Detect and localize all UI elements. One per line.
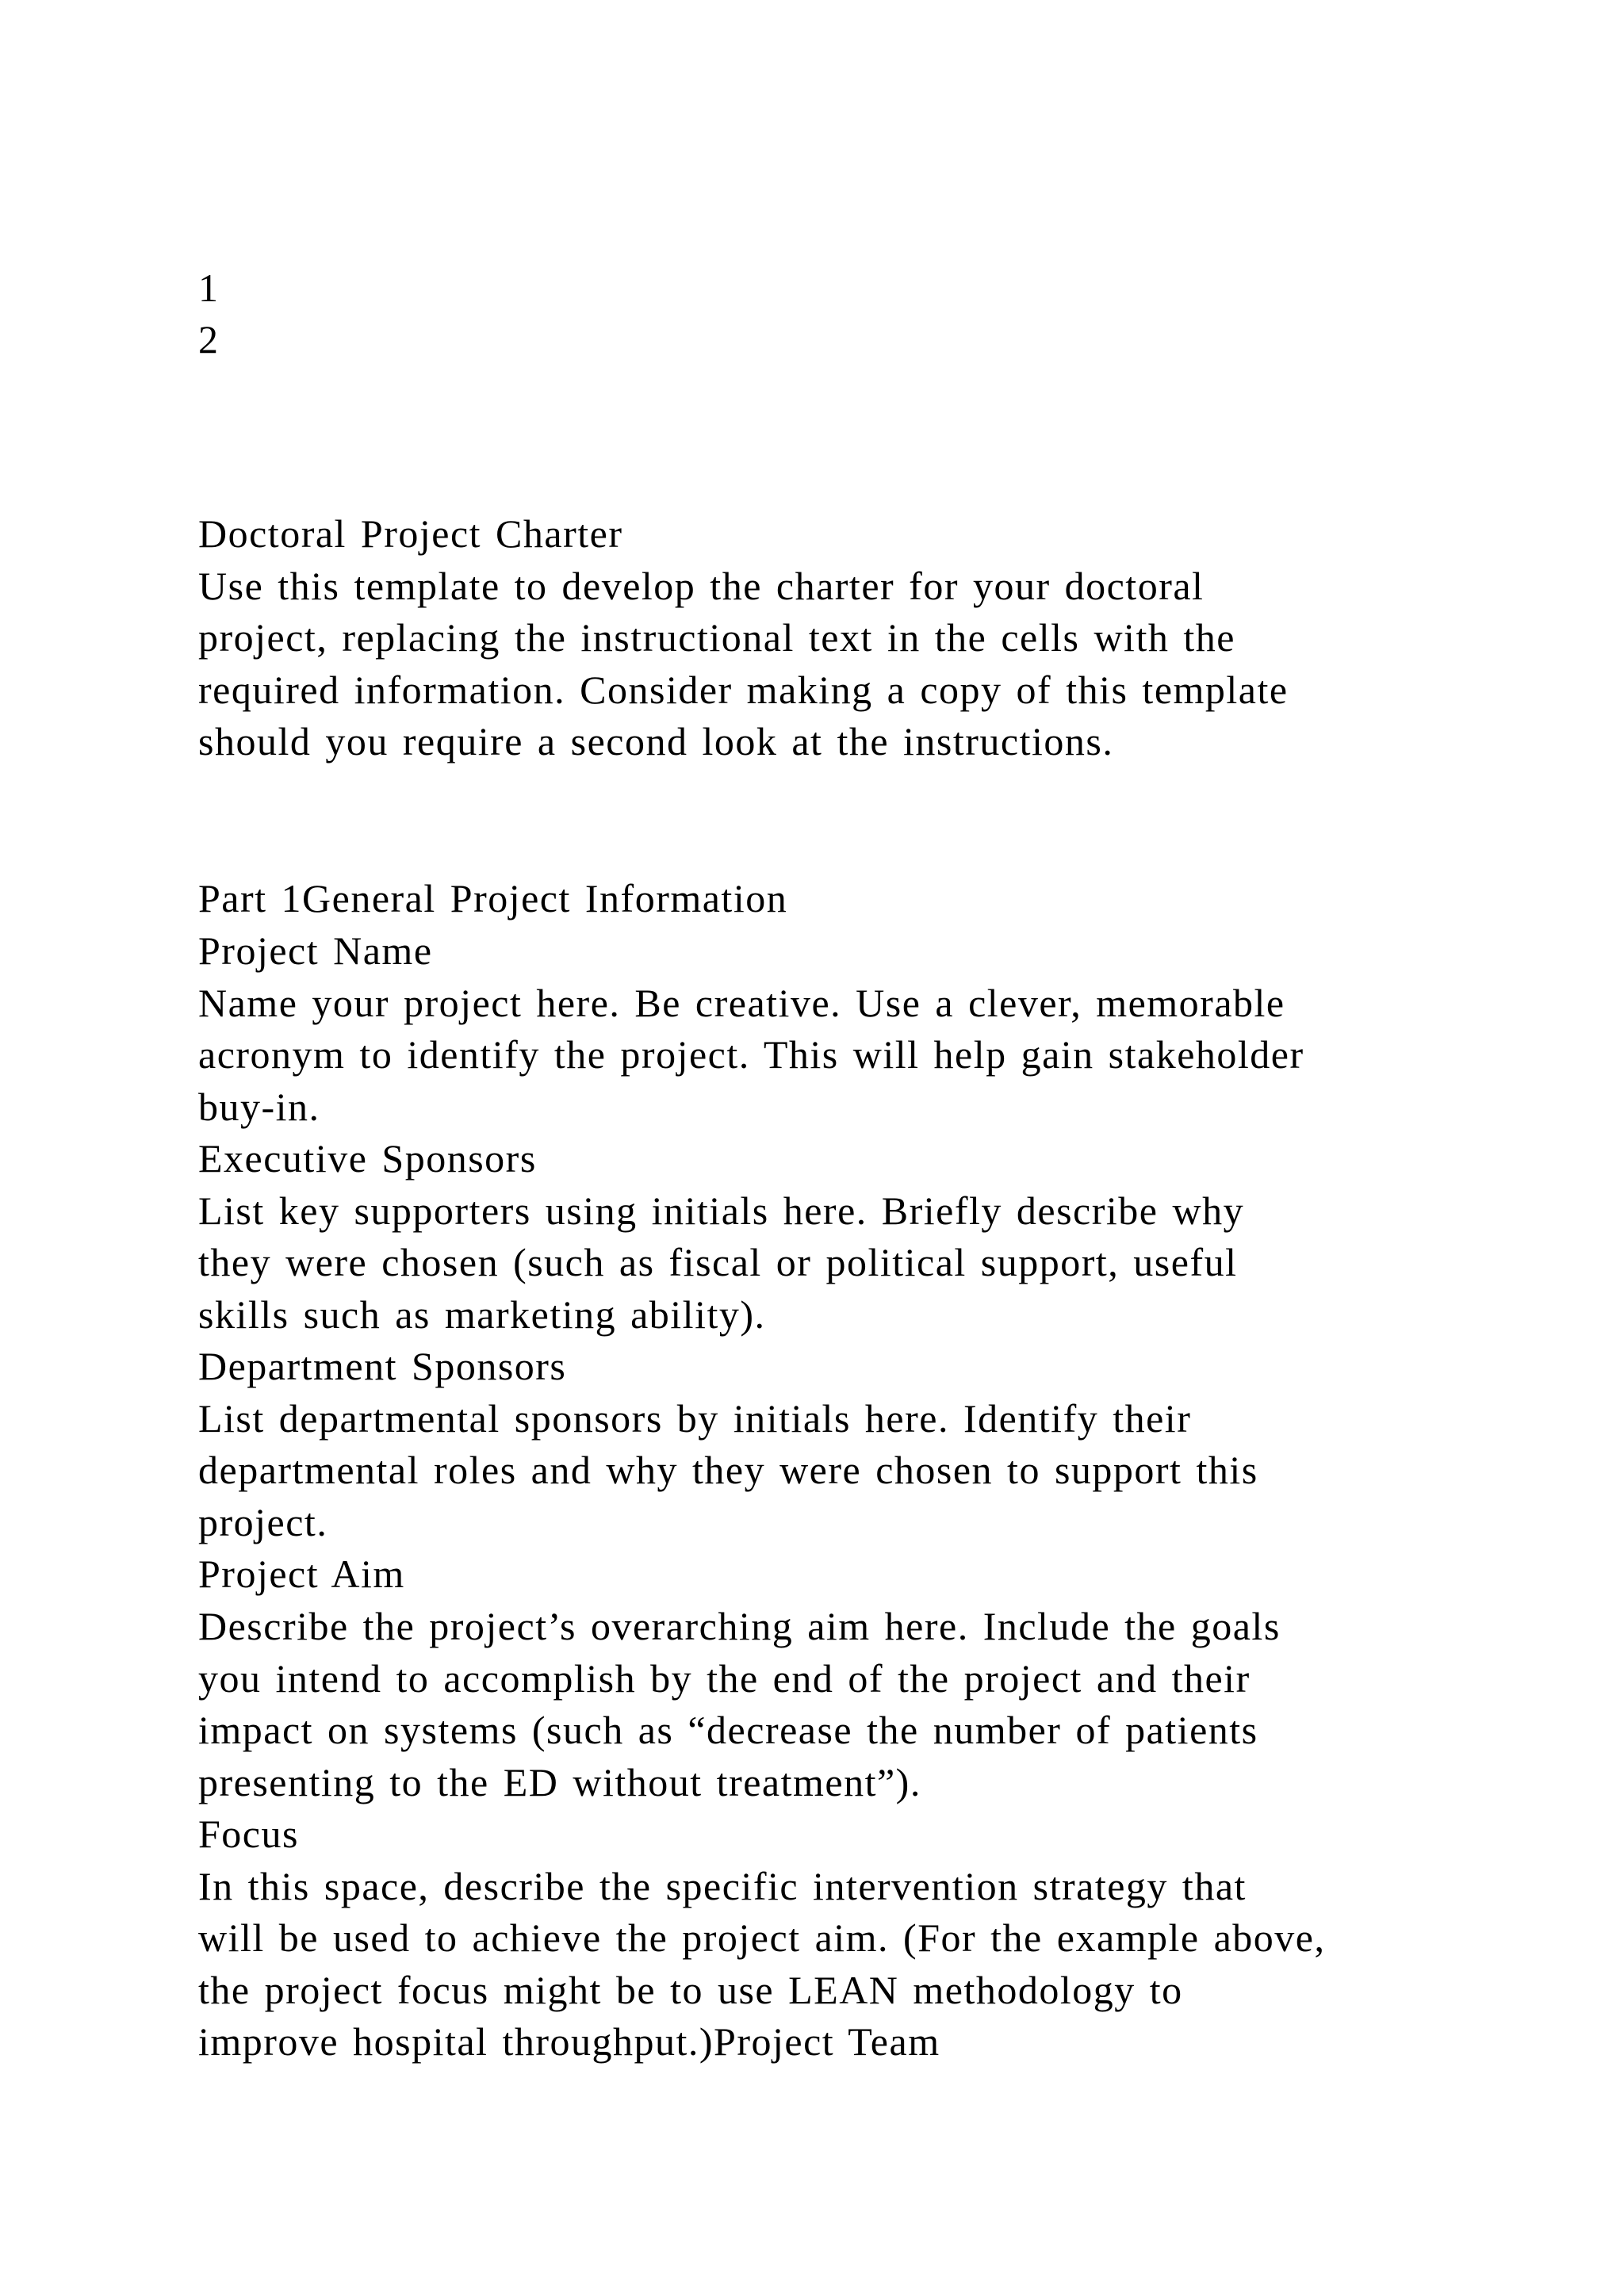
- document-title: Doctoral Project Charter: [198, 511, 623, 556]
- department-sponsors-label: Department Sponsors: [198, 1344, 567, 1388]
- executive-sponsors-label: Executive Sponsors: [198, 1136, 537, 1181]
- project-name-text: Name your project here. Be creative. Use a clever, memorable: [198, 981, 1285, 1025]
- executive-sponsors-text: skills such as marketing ability).: [198, 1292, 766, 1337]
- intro-line: Use this template to develop the charter for your doctoral: [198, 564, 1205, 608]
- focus-text: will be used to achieve the project aim. (For the example above,: [198, 1915, 1326, 1960]
- project-name-text: acronym to identify the project. This will help gain stakeholder: [198, 1032, 1304, 1077]
- intro-line: should you require a second look at the instructions.: [198, 719, 1114, 763]
- project-name-text: buy-in.: [198, 1085, 320, 1129]
- executive-sponsors-text: they were chosen (such as fiscal or political support, useful: [198, 1240, 1238, 1284]
- executive-sponsors-text: List key supporters using initials here. Briefly describe why: [198, 1188, 1245, 1233]
- page-number-1: 1: [198, 266, 220, 310]
- project-aim-text: presenting to the ED without treatment”).: [198, 1760, 921, 1804]
- page-number-2: 2: [198, 317, 220, 362]
- focus-text: the project focus might be to use LEAN methodology to: [198, 1968, 1183, 2012]
- focus-text: In this space, describe the specific intervention strategy that: [198, 1864, 1247, 1908]
- intro-line: required information. Consider making a copy of this template: [198, 668, 1289, 712]
- focus-label: Focus: [198, 1812, 299, 1856]
- part1-heading: Part 1General Project Information: [198, 876, 788, 920]
- department-sponsors-text: departmental roles and why they were chosen to support this: [198, 1448, 1258, 1492]
- department-sponsors-text: List departmental sponsors by initials here. Identify their: [198, 1396, 1192, 1441]
- project-aim-text: Describe the project’s overarching aim here. Include the goals: [198, 1604, 1281, 1648]
- department-sponsors-text: project.: [198, 1500, 328, 1544]
- project-name-label: Project Name: [198, 928, 433, 973]
- project-aim-text: impact on systems (such as “decrease the number of patients: [198, 1708, 1258, 1752]
- intro-line: project, replacing the instructional text in the cells with the: [198, 615, 1235, 660]
- focus-text: improve hospital throughput.)Project Team: [198, 2019, 940, 2064]
- project-aim-label: Project Aim: [198, 1552, 405, 1596]
- project-aim-text: you intend to accomplish by the end of the project and their: [198, 1656, 1251, 1701]
